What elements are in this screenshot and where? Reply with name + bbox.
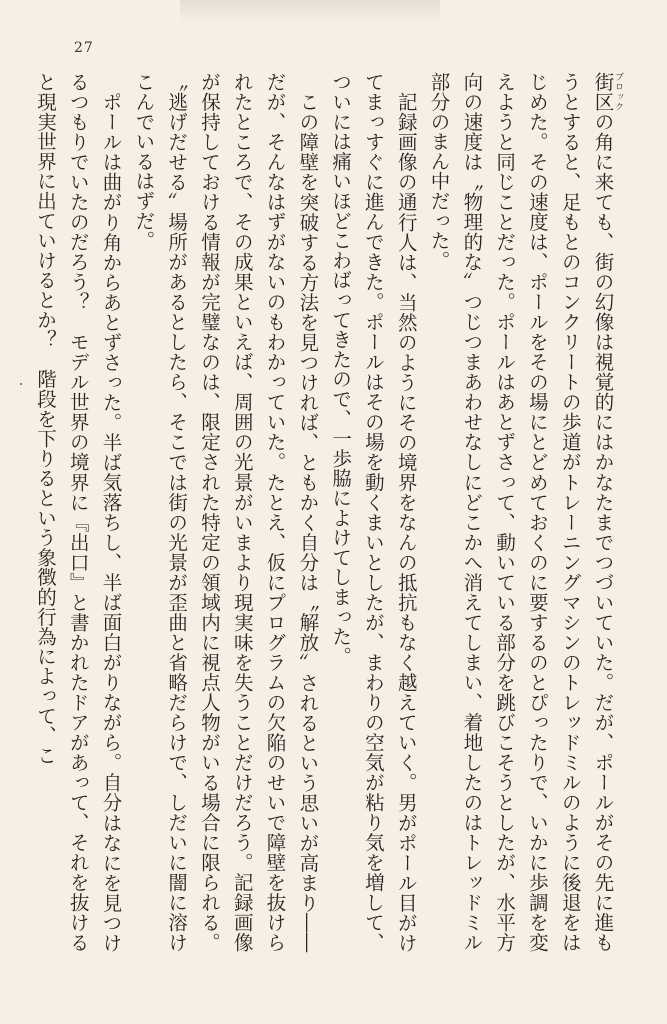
paragraph-1-text: の角に来ても、街の幻像は視覚的にはかなたまでつづいていた。だが、ポールがその先に進もうとすると、足もとのコンクリートの歩道がトレーニングマシンのトレッドミルのように後退をはじめた。その速度は、ポールをその場にとどめておくのに要するのとぴったりで、いかに歩調を変えようと同じことだった。ポールはあとずさって、動いている部分を跳びこそうとしたが、水平方向の速度は〝物理的な〟つじつまあわせなしにどこかへ消えてしまい、着地したのはトレッドミル部分のまん中だった。 bbox=[427, 72, 615, 952]
vertical-text-body bbox=[28, 72, 623, 952]
paragraph-4: ポールは曲がり角からあとずさった。半ば気落ちし、半ば面白がりながら。自分はなにを見つけるつもりでいたのだろう？ モデル世界の境界に『出口』と書かれたドアがあって、それを抜けると現実世界に出ていけるとか？ 階段を下りるという象徴的行為によって、こ bbox=[33, 72, 123, 952]
paragraph-2: 記録画像の通行人は、当然のようにその境界をなんの抵抗もなく越えていく。男がポール目がけてまっすぐに進んできた。ポールはその場を動くまいとしたが、まわりの空気が粘り気を増して、ついには痛いほどこわばってきたので、一歩脇によけてしまった。 bbox=[329, 72, 418, 952]
page-number: 27 bbox=[74, 40, 94, 56]
paragraph-1 bbox=[422, 72, 623, 952]
ruby-reading: ブロック bbox=[613, 72, 623, 112]
paragraph-3: この障壁を突破する方法を見つければ、ともかく自分は〝解放〟されるという思いが高まり――だが、そんなはずがないのもわかっていた。たとえ、仮にプログラムの欠陥のせいで障壁を抜けられたところで、その成果といえば、周囲の光景がいまより現実味を失うことだけだろう。記録画像が保持しておける情報が完璧なのは、限定された特定の領域内に視点人物がいる場合に限られる。〝逃げだせる〟場所があるとしたら、そこでは街の光景が歪曲と省略だらけで、しだいに闇に溶けこんでいるはずだ。 bbox=[132, 72, 320, 952]
ruby-word bbox=[591, 72, 623, 113]
scan-speck bbox=[20, 383, 22, 385]
ruby-base: 街区 bbox=[591, 72, 615, 113]
scan-shadow bbox=[180, 0, 440, 22]
